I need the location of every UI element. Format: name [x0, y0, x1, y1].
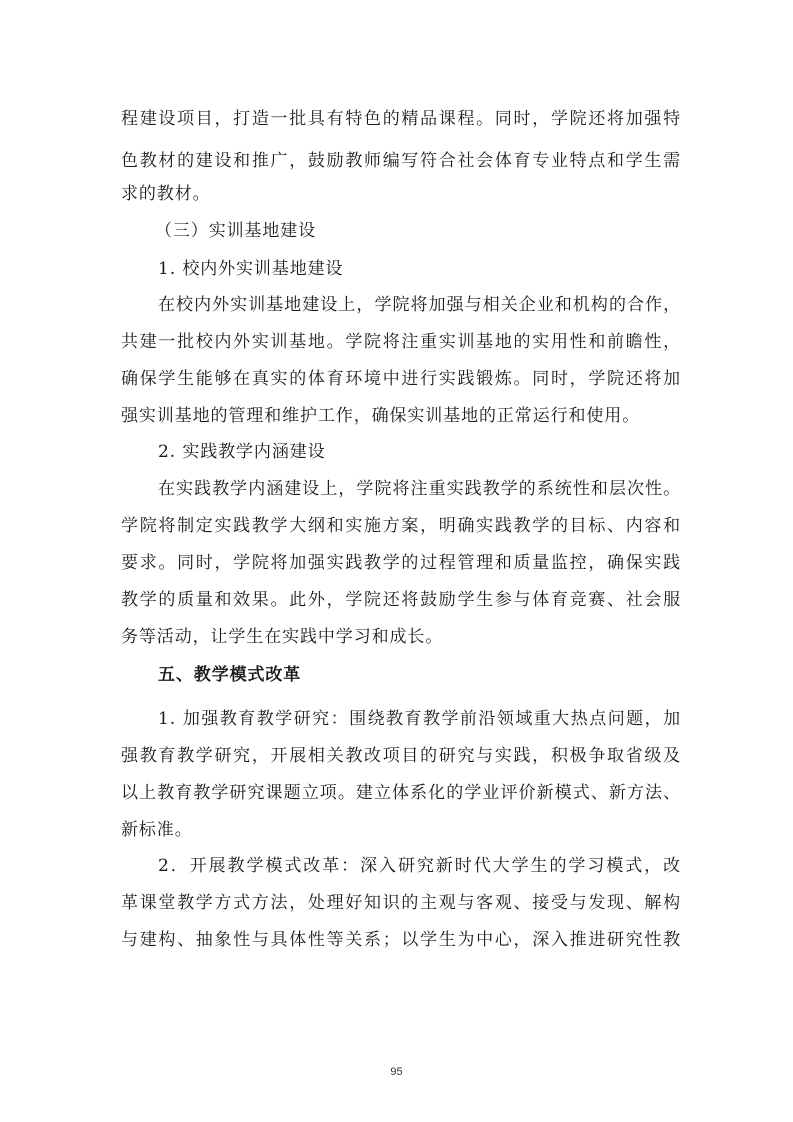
paragraph-line: 在实践教学内涵建设上，学院将注重实践教学的系统性和层次性。: [158, 479, 681, 499]
paragraph-line: 共建一批校内外实训基地。学院将注重实训基地的实用性和前瞻性，: [121, 332, 681, 352]
page-number: 95: [390, 1066, 403, 1078]
paragraph-line: 确保学生能够在真实的体育环境中进行实践锻炼。同时，学院还将加: [121, 369, 681, 389]
paragraph-line: 在校内外实训基地建设上，学院将加强与相关企业和机构的合作，: [158, 295, 681, 315]
paragraph-line: 强教育教学研究，开展相关教改项目的研究与实践，积极争取省级及: [121, 746, 681, 766]
paragraph-line: 1. 加强教育教学研究：围绕教育教学前沿领域重大热点问题，加: [158, 709, 681, 729]
paragraph-line: 务等活动，让学生在实践中学习和成长。: [121, 627, 444, 647]
paragraph-line: 新标准。: [121, 820, 193, 840]
paragraph-line: 强实训基地的管理和维护工作，确保实训基地的正常运行和使用。: [121, 406, 641, 426]
paragraph-line: 革课堂教学方式方法，处理好知识的主观与客观、接受与发现、解构: [121, 893, 681, 913]
paragraph-line: 求的教材。: [121, 184, 211, 204]
paragraph-line: 以上教育教学研究课题立项。建立体系化的学业评价新模式、新方法、: [121, 783, 681, 803]
section-heading: 五、教学模式改革: [158, 665, 302, 685]
paragraph-line: 教学的质量和效果。此外，学院还将鼓励学生参与体育竞赛、社会服: [121, 590, 681, 610]
subsection-heading: 1. 校内外实训基地建设: [158, 259, 344, 279]
paragraph-line: 2．开展教学模式改革：深入研究新时代大学生的学习模式，改: [158, 856, 681, 876]
subsection-heading: 2. 实践教学内涵建设: [158, 442, 326, 462]
paragraph-line: 学院将制定实践教学大纲和实施方案，明确实践教学的目标、内容和: [121, 516, 681, 536]
paragraph-line: 程建设项目，打造一批具有特色的精品课程。同时，学院还将加强特: [121, 109, 681, 129]
paragraph-line: 要求。同时，学院将加强实践教学的过程管理和质量监控，确保实践: [121, 553, 681, 573]
section-heading: （三）实训基地建设: [155, 221, 317, 241]
paragraph-line: 与建构、抽象性与具体性等关系；以学生为中心，深入推进研究性教: [121, 930, 681, 950]
paragraph-line: 色教材的建设和推广，鼓励教师编写符合社会体育专业特点和学生需: [121, 151, 681, 171]
